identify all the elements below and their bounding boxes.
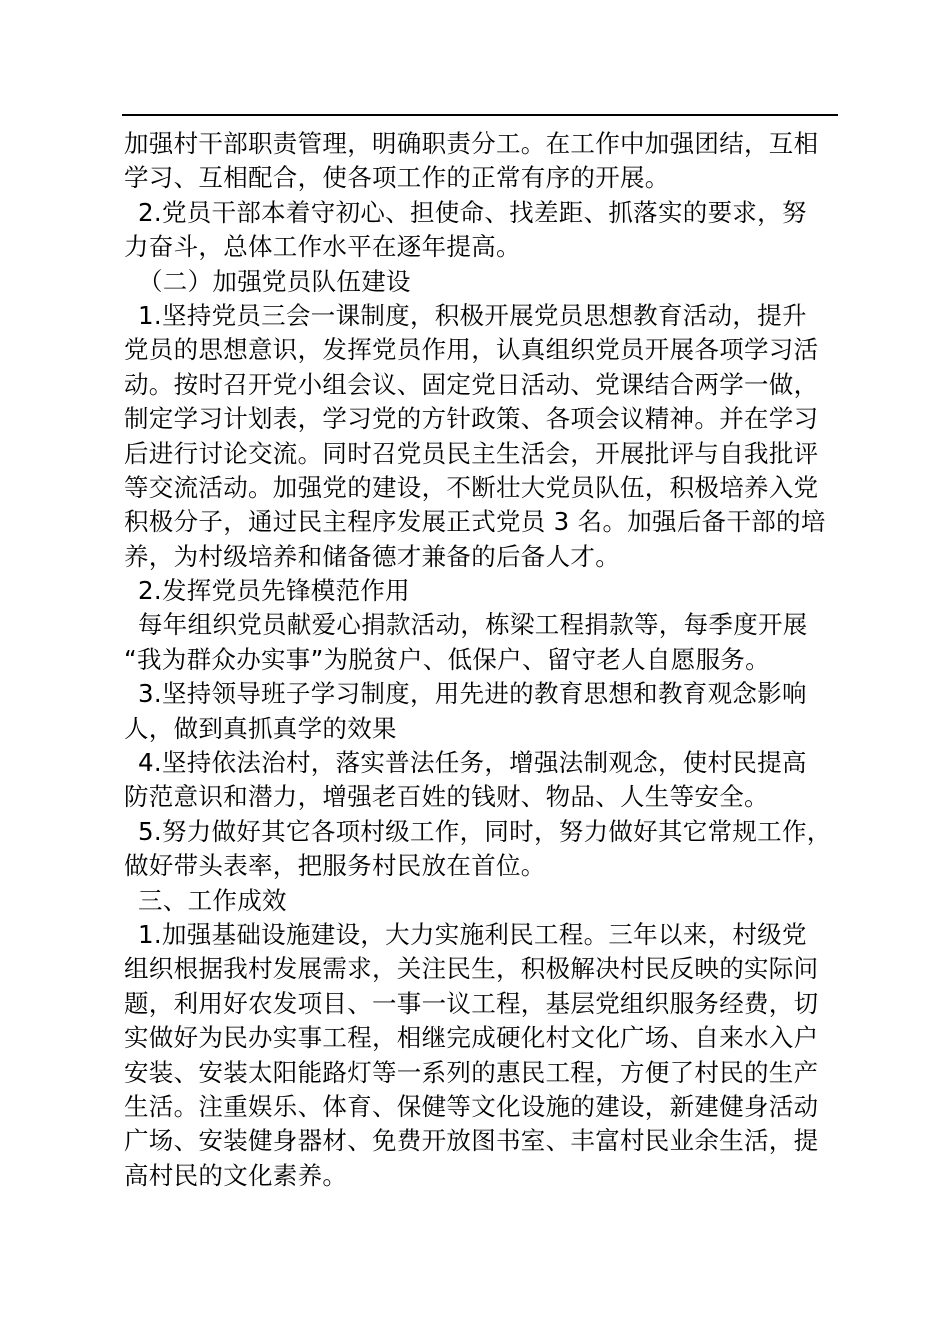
text-line: 后进行讨论交流。同时召党员民主生活会，开展批评与自我批评 bbox=[124, 438, 819, 468]
text-line: 积极分子，通过民主程序发展正式党员 3 名。加强后备干部的培 bbox=[124, 507, 826, 537]
text-line: 动。按时召开党小组会议、固定党日活动、党课结合两学一做， bbox=[124, 369, 819, 399]
text-line: 每年组织党员献爱心捐款活动，栋梁工程捐款等，每季度开展 bbox=[138, 610, 808, 640]
text-line: 防范意识和潜力，增强老百姓的钱财、物品、人生等安全。 bbox=[124, 782, 769, 812]
text-line: 学习、互相配合，使各项工作的正常有序的开展。 bbox=[124, 163, 670, 193]
text-line: 加强村干部职责管理，明确职责分工。在工作中加强团结，互相 bbox=[124, 129, 819, 158]
text-line: 3.坚持领导班子学习制度，用先进的教育思想和教育观念影响 bbox=[138, 679, 807, 709]
text-line: 1.坚持党员三会一课制度，积极开展党员思想教育活动，提升 bbox=[138, 300, 807, 330]
text-line: 安装、安装太阳能路灯等一系列的惠民工程，方便了村民的生产 bbox=[124, 1057, 819, 1087]
text-line: 生活。注重娱乐、体育、保健等文化设施的建设，新建健身活动 bbox=[124, 1091, 819, 1121]
header-rule bbox=[122, 114, 838, 116]
body-text bbox=[124, 127, 864, 1193]
text-line: 高村民的文化素养。 bbox=[124, 1160, 348, 1190]
text-line: 广场、安装健身器材、免费开放图书室、丰富村民业余生活，提 bbox=[124, 1126, 819, 1156]
text-line: “我为群众办实事”为脱贫户、低保户、留守老人自愿服务。 bbox=[124, 644, 770, 674]
section-heading: （二）加强党员队伍建设 bbox=[138, 266, 411, 296]
text-line: 2.党员干部本着守初心、担使命、找差距、抓落实的要求，努 bbox=[138, 197, 807, 227]
text-line: 等交流活动。加强党的建设，不断壮大党员队伍，积极培养入党 bbox=[124, 472, 819, 502]
text-line: 题，利用好农发项目、一事一议工程，基层党组织服务经费，切 bbox=[124, 988, 819, 1018]
text-line: 做好带头表率，把服务村民放在首位。 bbox=[124, 851, 546, 881]
text-line: 1.加强基础设施建设，大力实施利民工程。三年以来，村级党 bbox=[138, 919, 807, 949]
text-line: 制定学习计划表，学习党的方针政策、各项会议精神。并在学习 bbox=[124, 404, 819, 434]
text-line: 5.努力做好其它各项村级工作，同时，努力做好其它常规工作， bbox=[138, 816, 832, 846]
text-line: 4.坚持依法治村，落实普法任务，增强法制观念，使村民提高 bbox=[138, 748, 807, 778]
text-line: 人，做到真抓真学的效果 bbox=[124, 713, 397, 743]
text-line: 养，为村级培养和储备德才兼备的后备人才。 bbox=[124, 541, 620, 571]
text-line: 组织根据我村发展需求，关注民生，积极解决村民反映的实际问 bbox=[124, 954, 819, 984]
text-line: 实做好为民办实事工程，相继完成硬化村文化广场、自来水入户 bbox=[124, 1023, 819, 1053]
text-line: 党员的思想意识，发挥党员作用，认真组织党员开展各项学习活 bbox=[124, 335, 819, 365]
section-heading: 三、工作成效 bbox=[138, 885, 287, 915]
text-line: 力奋斗，总体工作水平在逐年提高。 bbox=[124, 232, 521, 262]
subsection-heading: 2.发挥党员先锋模范作用 bbox=[138, 576, 410, 606]
